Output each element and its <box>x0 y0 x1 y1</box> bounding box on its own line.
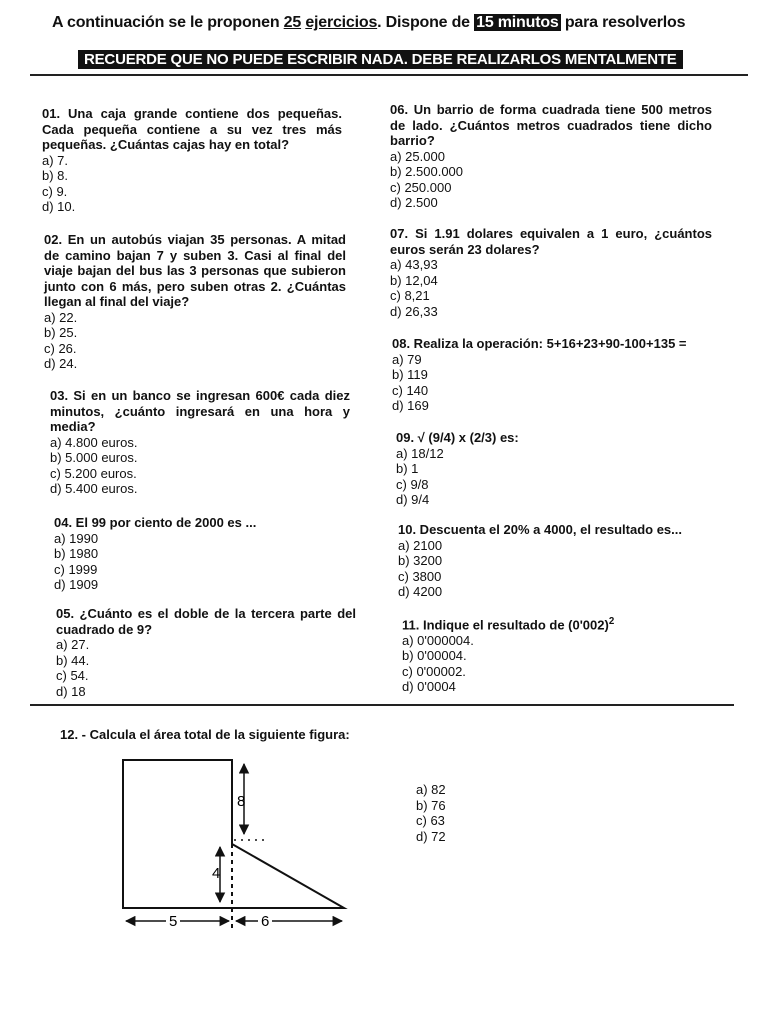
exponent: 2 <box>608 616 615 627</box>
option-b: b) 12,04 <box>390 272 438 288</box>
question-stem: 08. Realiza la operación: 5+16+23+90-100+135 = <box>392 336 687 351</box>
question-06 <box>390 102 712 211</box>
option-a: a) 27. <box>56 637 90 652</box>
option-c: c) 63 <box>416 813 445 828</box>
option-b: b) 3200 <box>398 553 443 568</box>
option-a: a) 79 <box>392 351 422 367</box>
label-4: 4 <box>212 865 221 882</box>
question-04 <box>54 515 350 593</box>
question-11 <box>402 614 712 695</box>
option-d: d) 2.500 <box>390 195 438 210</box>
option-b: b) 76 <box>416 797 446 813</box>
option-b: b) 25. <box>44 325 78 340</box>
option-d: d) 169 <box>392 398 429 413</box>
option-c: c) 9. <box>42 183 68 199</box>
option-c: c) 8,21 <box>390 288 430 303</box>
section-divider <box>30 704 734 706</box>
area-figure <box>110 752 370 932</box>
question-02 <box>44 232 346 372</box>
option-d: d) 72 <box>416 828 446 844</box>
option-d: d) 0'0004 <box>402 679 456 695</box>
question-stem: 10. Descuenta el 20% a 4000, el resultado es... <box>398 522 682 537</box>
option-b: b) 5.000 euros. <box>50 450 138 465</box>
option-d: d) 10. <box>42 199 76 214</box>
header-divider <box>30 74 748 76</box>
label-8: 8 <box>237 793 246 810</box>
question-12-title <box>60 727 460 743</box>
option-d: d) 26,33 <box>390 303 438 319</box>
option-a: a) 25.000 <box>390 148 445 164</box>
label-5: 5 <box>169 913 178 930</box>
option-a: a) 18/12 <box>396 445 444 461</box>
option-c: c) 3800 <box>398 568 442 584</box>
option-a: a) 22. <box>44 309 78 325</box>
question-stem: 03. Si en un banco se ingresan 600€ cada diez minutos, ¿cuánto ingresará en una hora y media? <box>50 388 350 434</box>
question-stem: 04. El 99 por ciento de 2000 es ... <box>54 515 257 530</box>
question-stem: 06. Un barrio de forma cuadrada tiene 500 metros de lado. ¿Cuántos metros cuadrados tiene dicho barrio? <box>390 102 712 148</box>
label-6: 6 <box>261 913 270 930</box>
option-b: b) 0'00004. <box>402 648 467 664</box>
time-limit: 15 minutos <box>476 14 559 31</box>
question-09 <box>396 430 696 508</box>
option-a: a) 43,93 <box>390 257 438 272</box>
figure-outline <box>123 760 344 908</box>
question-12-options <box>416 782 536 844</box>
question-10 <box>398 522 718 600</box>
question-07 <box>390 226 712 319</box>
option-d: d) 24. <box>44 356 78 371</box>
question-stem: 12. - Calcula el área total de la siguiente figura: <box>60 727 350 742</box>
option-c: c) 5.200 euros. <box>50 465 137 481</box>
header-intro: A continuación se le proponen <box>52 14 284 31</box>
instructions-header: A continuación se le proponen 25 ejercicios. Dispone de 15 minutos para resolverlos <box>52 14 686 31</box>
question-stem: 07. Si 1.91 dolares equivalen a 1 euro, ¿cuántos euros serán 23 dolares? <box>390 226 712 257</box>
option-d: d) 18 <box>56 683 86 699</box>
option-d: d) 5.400 euros. <box>50 481 138 496</box>
question-stem: 02. En un autobús viajan 35 personas. A mitad de camino bajan 7 y suben 3. Casi al final del viaje bajan del bus las 3 personas que subieron junto con 6 más, pero suben otras 2. ¿Cuántas llegan al final del viaje? <box>44 232 346 309</box>
option-b: b) 119 <box>392 367 428 382</box>
question-01 <box>42 106 342 215</box>
option-d: d) 1909 <box>54 577 99 592</box>
option-a: a) 2100 <box>398 537 443 553</box>
question-03 <box>50 388 350 497</box>
warning-banner: RECUERDE QUE NO PUEDE ESCRIBIR NADA. DEBE REALIZARLOS MENTALMENTE <box>78 50 683 69</box>
option-a: a) 4.800 euros. <box>50 434 138 450</box>
option-b: b) 2.500.000 <box>390 164 464 179</box>
option-c: c) 250.000 <box>390 179 452 195</box>
exercises-word: ejercicios <box>305 14 378 31</box>
option-a: a) 0'000004. <box>402 632 474 648</box>
option-d: d) 4200 <box>398 584 443 599</box>
option-b: b) 1 <box>396 461 419 476</box>
option-c: c) 140 <box>392 382 429 398</box>
option-a: a) 1990 <box>54 530 99 546</box>
option-c: c) 26. <box>44 340 77 356</box>
option-a: a) 82 <box>416 782 446 797</box>
question-stem: 05. ¿Cuánto es el doble de la tercera parte del cuadrado de 9? <box>56 606 356 637</box>
option-c: c) 54. <box>56 668 89 683</box>
question-08 <box>392 336 722 414</box>
option-a: a) 7. <box>42 152 69 168</box>
option-b: b) 8. <box>42 168 69 183</box>
question-stem: 01. Una caja grande contiene dos pequeñas. Cada pequeña contiene a su vez tres más pequeñas. ¿Cuántas cajas hay en total? <box>42 106 342 152</box>
option-c: c) 0'00002. <box>402 663 466 679</box>
question-stem: 09. √ (9/4) x (2/3) es: <box>396 430 519 445</box>
option-c: c) 9/8 <box>396 476 429 492</box>
question-stem: 11. Indique el resultado de $(0'002)^2$ <box>402 616 615 633</box>
exercise-count: 25 <box>283 14 302 31</box>
option-b: b) 44. <box>56 652 90 668</box>
option-b: b) 1980 <box>54 546 99 561</box>
question-05 <box>56 606 356 699</box>
option-d: d) 9/4 <box>396 492 430 507</box>
option-c: c) 1999 <box>54 561 98 577</box>
